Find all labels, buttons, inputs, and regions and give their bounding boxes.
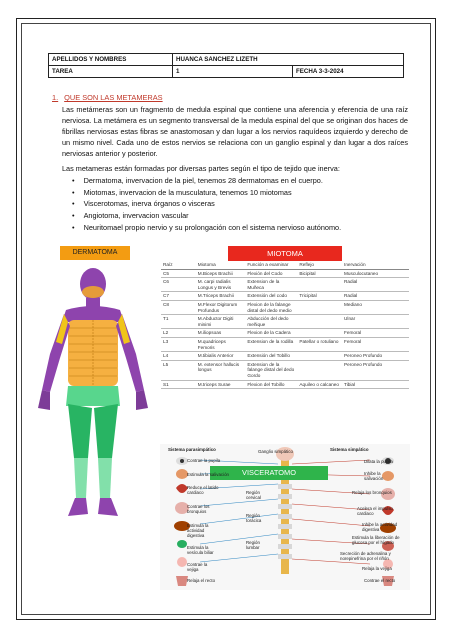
table-cell: M. carpi radialis Longus y Brevis xyxy=(196,278,246,292)
table-cell: Tricipital xyxy=(297,292,342,301)
table-cell: C5 xyxy=(161,269,196,278)
list-intro: Las metameras están formadas por diversas partes según el tipo de tejido que inerva: xyxy=(62,164,340,173)
dermatoma-label: DERMATOMA xyxy=(60,246,130,260)
table-cell: Radial xyxy=(342,278,409,292)
table-cell: Ulnar xyxy=(342,315,409,329)
table-cell: Mediano xyxy=(342,300,409,314)
bullet-list xyxy=(72,175,341,234)
table-header: Función a examinar xyxy=(245,261,297,269)
table-cell: Extension de la falange distal del dedo Gordo xyxy=(245,360,297,380)
miotoma-table xyxy=(161,261,409,389)
visc-left-4: Contrae los bronquios xyxy=(187,504,210,514)
table-cell: Peroneo Profundo xyxy=(342,360,409,380)
table-cell: M.Triceps Brachii xyxy=(196,292,246,301)
table-cell: Radial xyxy=(342,292,409,301)
table-cell: L5 xyxy=(161,360,196,380)
header-table xyxy=(48,53,404,78)
table-cell: Abducción del dedo meñique xyxy=(245,315,297,329)
table-row xyxy=(161,329,409,338)
table-cell: Femoral xyxy=(342,329,409,338)
table-cell: M.Abductor Digiti minimi xyxy=(196,315,246,329)
visc-parasympathetic-title: Sistema parasimpático xyxy=(168,447,216,452)
table-cell: Patellar o rotuliano xyxy=(297,337,342,351)
intro-paragraph: Las metámeras son un fragmento de medula espinal que contiene una aferencia y eferencia de una raíz nerviosa. La metámera es un segmento transversal de la medula espinal del que se originan dos haces de fibrillas nerviosas estas fibras se anastomosan y dan lugar a los nervios raquídeos izquierdo y derecho de un mismo nivel. Cada uno de estos nervios se relaciona con un ganglio espinal y dan lugar a dos raíces nerviosas anterior y posterior. xyxy=(62,105,408,159)
table-cell: Flexion de la falange distal del dedo medio xyxy=(245,300,297,314)
table-cell: Extensión del Tobillo xyxy=(245,352,297,361)
table-cell: Flexión del Codo xyxy=(245,269,297,278)
table-cell: C8 xyxy=(161,300,196,314)
table-cell: Bicipital xyxy=(297,269,342,278)
table-cell: M.triceps Surae xyxy=(196,380,246,389)
table-row xyxy=(161,269,409,278)
visc-left-3: Reduce el latido cardiaco xyxy=(187,485,219,495)
visc-sympathetic-title: Sistema simpático xyxy=(330,447,369,452)
table-row xyxy=(161,337,409,351)
table-cell: T1 xyxy=(161,315,196,329)
dermatome-body-figure xyxy=(28,262,158,524)
visc-left-6: Estimula la vesícula biliar xyxy=(187,545,214,555)
table-cell xyxy=(297,360,342,380)
table-cell: Aquileo o calcaneo xyxy=(297,380,342,389)
visc-right-3: Relaja los bronquios xyxy=(352,490,392,495)
table-cell: M.tibialis Anterior xyxy=(196,352,246,361)
visc-right-6: Estimula la liberación de glucosa por el hígado xyxy=(352,535,400,545)
table-cell: S1 xyxy=(161,380,196,389)
table-cell: C6 xyxy=(161,278,196,292)
section-number: 1. xyxy=(52,93,59,102)
table-cell: Musculocutaneo xyxy=(342,269,409,278)
table-row xyxy=(161,352,409,361)
table-cell: M.Flexor Digitorum Profundus xyxy=(196,300,246,314)
table-cell: Tibial xyxy=(342,380,409,389)
table-cell xyxy=(297,300,342,314)
table-row xyxy=(161,380,409,389)
visc-right-4: Acelera el impulso cardiaco xyxy=(357,506,393,516)
table-row xyxy=(161,300,409,314)
visc-right-5: Inhibe la actividad digestiva xyxy=(362,522,398,532)
table-row xyxy=(161,360,409,380)
table-header: Inervación xyxy=(342,261,409,269)
task-label: TAREA xyxy=(49,66,173,78)
visc-region-cervical: Región cervical xyxy=(246,490,261,500)
table-row xyxy=(161,292,409,301)
table-cell: Extension de la Muñeca xyxy=(245,278,297,292)
visc-left-1: Contrae la pupila xyxy=(187,458,221,463)
table-cell: Extension de la rodilla xyxy=(245,337,297,351)
table-cell: L2 xyxy=(161,329,196,338)
visc-left-2: Estimula la salivación xyxy=(187,472,229,477)
visc-right-1: Dilata la pupila xyxy=(364,459,393,464)
list-item: • Viscerotomas, inerva órganos o visceras xyxy=(72,198,341,210)
table-cell: C7 xyxy=(161,292,196,301)
section-title: 1. QUE SON LAS METAMERAS xyxy=(52,93,163,102)
table-cell xyxy=(297,278,342,292)
table-cell xyxy=(297,329,342,338)
visc-right-7: Secreción de adrenalina y norepinefrina por el riñón xyxy=(340,551,391,561)
table-cell: Flexion de la Cadera xyxy=(245,329,297,338)
visc-right-8: Relaja la vejiga xyxy=(362,566,392,571)
name-label: APELLIDOS Y NOMBRES xyxy=(49,54,173,66)
list-item: • Dermatoma, invervacion de la piel, tenemos 28 dermatomas en el cuerpo. xyxy=(72,175,341,187)
table-cell: Femoral xyxy=(342,337,409,351)
table-cell: M.Biceps Brachii xyxy=(196,269,246,278)
visc-ganglion-label: Ganglio simpático xyxy=(258,449,293,454)
list-item: • Angiotoma, invervacion vascular xyxy=(72,210,341,222)
table-row xyxy=(161,315,409,329)
visc-left-7: Contrae la vejiga xyxy=(187,562,208,572)
table-cell: Flexion del Tobillo xyxy=(245,380,297,389)
table-cell: M.quadriceps Femoris xyxy=(196,337,246,351)
visc-left-5: Estimula la actividad digestiva xyxy=(187,523,209,538)
task-value: 1 xyxy=(173,66,293,78)
table-cell xyxy=(297,352,342,361)
table-cell: Extensión del codo xyxy=(245,292,297,301)
visc-right-2: Inhibe la salivación xyxy=(364,471,384,481)
list-item: • Neuritomael propio nervio y su prolongación con el sistema nervioso autónomo. xyxy=(72,222,341,234)
visc-right-9: Contrae el recto xyxy=(364,578,396,583)
table-cell: L4 xyxy=(161,352,196,361)
table-row xyxy=(161,278,409,292)
table-header: Raíz xyxy=(161,261,196,269)
date-value: FECHA 3-3-2024 xyxy=(293,66,404,78)
visc-region-lumbar: Región lumbar xyxy=(246,540,260,550)
visceratomo-label: VISCERATOMO xyxy=(210,466,328,480)
visc-left-8: Relaja el recto xyxy=(187,578,216,583)
table-cell: L3 xyxy=(161,337,196,351)
miotoma-label: MIOTOMA xyxy=(228,246,342,261)
table-header: Miotoma xyxy=(196,261,246,269)
table-cell: M. extensor hallucis longus xyxy=(196,360,246,380)
table-header: Reflejo xyxy=(297,261,342,269)
visc-region-thoracic: Región torácica xyxy=(246,513,262,523)
table-cell: Peroneo Profundo xyxy=(342,352,409,361)
table-cell xyxy=(297,315,342,329)
table-cell: M.iliopsoas xyxy=(196,329,246,338)
name-value: HUANCA SANCHEZ LIZETH xyxy=(173,54,404,66)
list-item: • Miotomas, invervacion de la musculatura, tenemos 10 miotomas xyxy=(72,187,341,199)
